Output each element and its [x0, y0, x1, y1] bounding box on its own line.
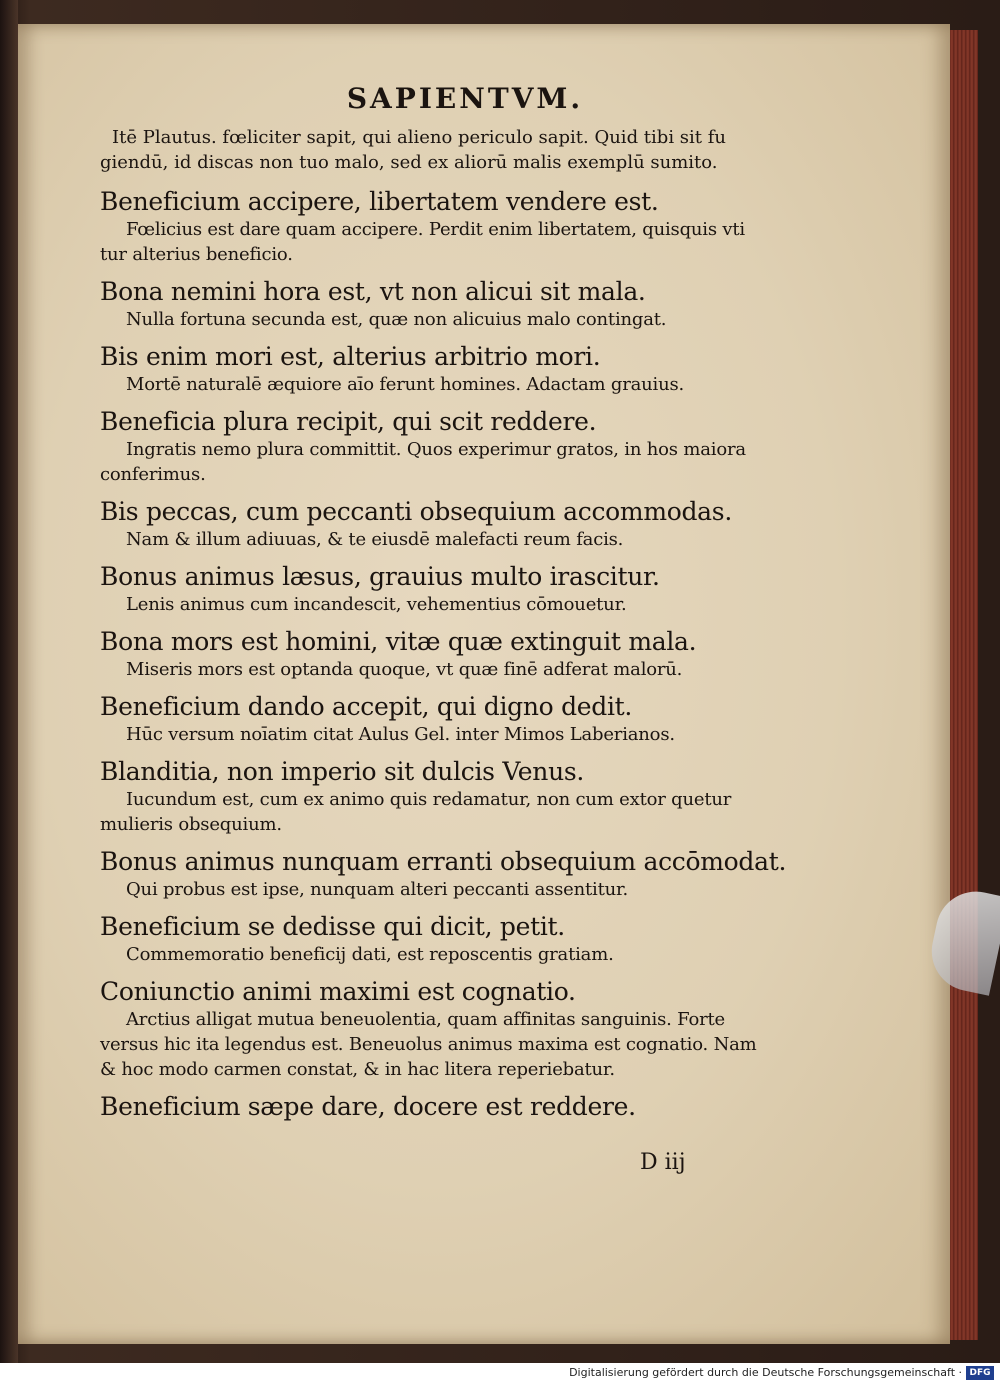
entry — [100, 1092, 770, 1122]
entry-gloss: Ingratis nemo plura committit. Quos experimur gratos, in hos maiora conferimus. — [100, 439, 746, 485]
entry-gloss: Hūc versum noīatim citat Aulus Gel. inter Mimos Laberianos. — [126, 724, 675, 745]
entry-lemma: Bonus animus nunquam erranti obsequium accōmodat. — [100, 847, 787, 876]
entry — [100, 562, 770, 617]
entry — [100, 187, 770, 267]
page-text — [100, 82, 787, 1132]
book-spine — [0, 0, 18, 1363]
entry — [100, 692, 770, 747]
entry-gloss: Lenis animus cum incandescit, vehementius cōmouetur. — [126, 594, 627, 615]
entry — [100, 497, 770, 552]
entry-lemma: Bona nemini hora est, vt non alicui sit mala. — [100, 277, 646, 306]
entry — [100, 342, 770, 397]
running-head: SAPIENTVM. — [346, 82, 584, 115]
entry-lemma: Coniunctio animi maximi est cognatio. — [100, 977, 576, 1006]
entry-lemma: Beneficium se dedisse qui dicit, petit. — [100, 912, 565, 941]
entry — [100, 757, 770, 837]
entry-gloss: Fœlicius est dare quam accipere. Perdit enim libertatem, quisquis vti tur alterius beneficio. — [100, 219, 745, 265]
entry-lemma: Blanditia, non imperio sit dulcis Venus. — [100, 757, 585, 786]
entry — [100, 912, 770, 967]
entry-gloss: Commemoratio beneficij dati, est reposcentis gratiam. — [126, 944, 614, 965]
signature-mark: D iij — [640, 1150, 686, 1175]
intro-paragraph: Itē Plautus. fœliciter sapit, qui alieno periculo sapit. Quid tibi sit fu giendū, id discas non tuo malo, sed ex aliorū malis exemplū sumito. — [100, 127, 727, 173]
entry-lemma: Beneficium dando accepit, qui digno dedit. — [100, 692, 633, 721]
entry-lemma: Bis enim mori est, alterius arbitrio mori. — [100, 342, 601, 371]
dfg-logo: DFG — [966, 1366, 994, 1380]
entry — [100, 277, 770, 332]
entry-gloss: Qui probus est ipse, nunquam alteri peccanti assentitur. — [126, 879, 628, 900]
page-edges — [950, 30, 978, 1340]
entry-lemma: Bonus animus læsus, grauius multo irascitur. — [100, 562, 660, 591]
entry-gloss: Miseris mors est optanda quoque, vt quæ finē adferat malorū. — [126, 659, 683, 680]
entry-lemma: Beneficium accipere, libertatem vendere est. — [100, 187, 659, 216]
entry — [100, 627, 770, 682]
funding-notice: Digitalisierung gefördert durch die Deutsche Forschungsgemeinschaft · — [569, 1366, 962, 1379]
entry-lemma: Beneficia plura recipit, qui scit reddere. — [100, 407, 597, 436]
entry — [100, 407, 770, 487]
entry — [100, 977, 770, 1082]
entry-lemma: Bis peccas, cum peccanti obsequium accommodas. — [100, 497, 732, 526]
entry — [100, 847, 787, 902]
entry-lemma: Bona mors est homini, vitæ quæ extinguit mala. — [100, 627, 697, 656]
entry-gloss: Nulla fortuna secunda est, quæ non alicuius malo contingat. — [126, 309, 667, 330]
entry-gloss: Mortē naturalē æquiore aīo ferunt homines. Adactam grauius. — [126, 374, 685, 395]
entry-lemma: Beneficium sæpe dare, docere est reddere. — [100, 1092, 636, 1121]
entry-gloss: Iucundum est, cum ex animo quis redamatur, non cum extor quetur mulieris obsequium. — [100, 789, 732, 835]
footer-bar — [0, 1363, 1000, 1383]
entry-gloss: Arctius alligat mutua beneuolentia, quam affinitas sanguinis. Forte versus hic ita legendus est. Beneuolus animus maxima est cognatio. Nam & hoc modo carmen constat, & in hac litera reperiebatur. — [100, 1009, 757, 1080]
entry-gloss: Nam & illum adiuuas, & te eiusdē malefacti reum facis. — [126, 529, 624, 550]
